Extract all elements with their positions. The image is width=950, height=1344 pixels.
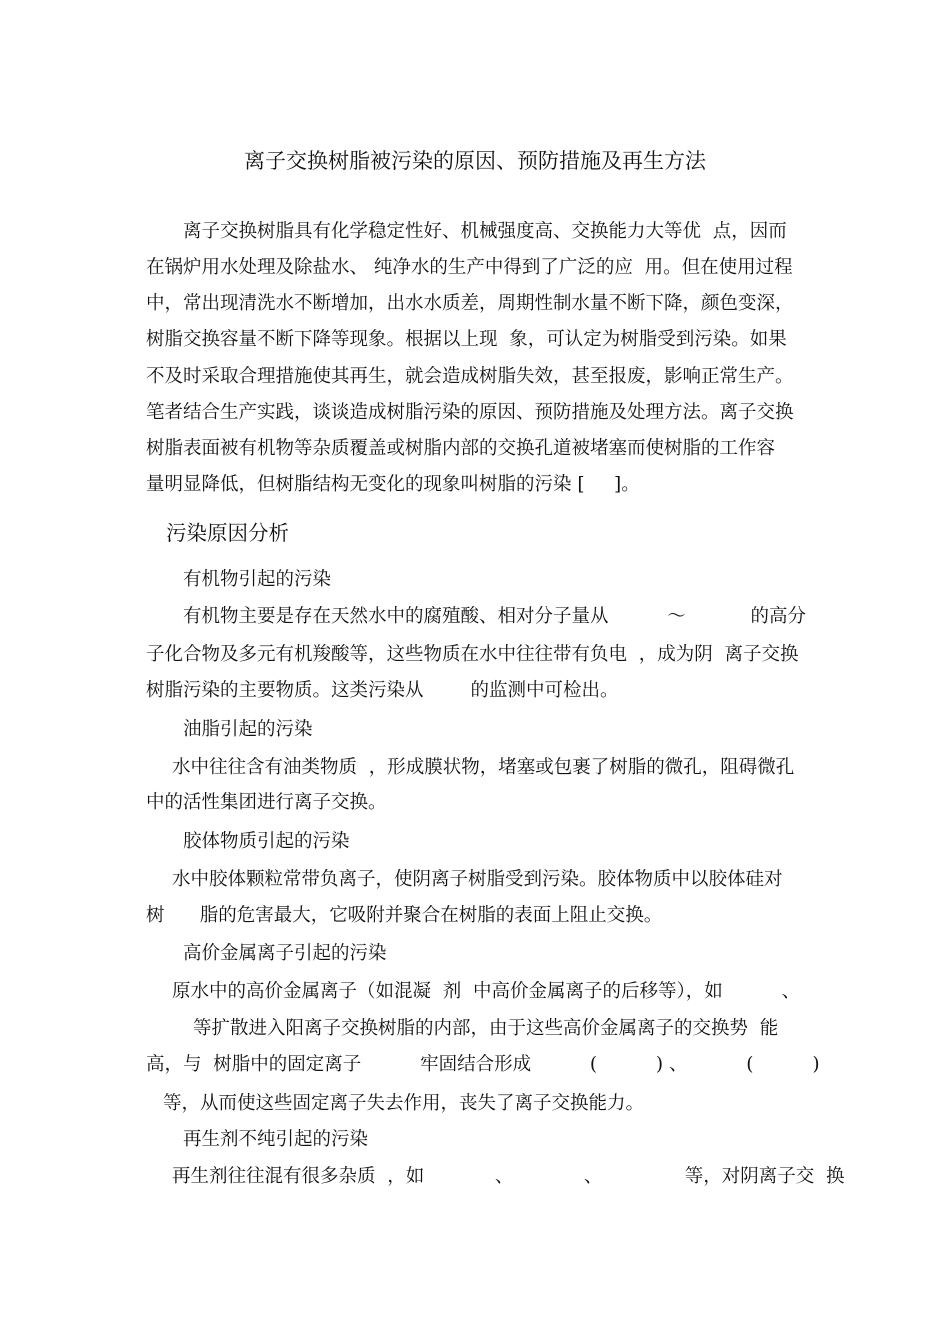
paragraph-line: 笔者结合生产实践，谈谈造成树脂污染的原因、预防措施及处理方法。离子交换 [146,402,794,423]
paragraph-line: 等，从而使这些固定离子失去作用，丧失了离子交换能力。 [163,1093,645,1114]
paragraph-line: 树脂污染的主要物质。这类污染从 的监测中可检出。 [146,680,619,701]
paragraph-line: 树 脂的危害最大，它吸附并聚合在树脂的表面上阻止交换。 [146,905,663,926]
paragraph-line: 在锅炉用水处理及除盐水、 纯净水的生产中得到了广泛的应 用。但在使用过程 [146,257,793,278]
paragraph-line: 离子交换树脂具有化学稳定性好、机械强度高、交换能力大等优 点，因而 [183,221,787,242]
page-title: 离子交换树脂被污染的原因、预防措施及再生方法 [244,149,706,173]
section-heading: 污染原因分析 [166,521,289,545]
paragraph-line: 子化合物及多元有机羧酸等，这些物质在水中往往带有负电 ，成为阴 离子交换 [146,644,799,665]
subsection-heading: 油脂引起的污染 [183,719,313,740]
paragraph-line: 树脂表面被有机物等杂质覆盖或树脂内部的交换孔道被堵塞而使树脂的工作容 [146,438,776,459]
paragraph-line: 水中往往含有油类物质 ，形成膜状物，堵塞或包裹了树脂的微孔，阻碍微孔 [172,757,795,778]
paragraph-line: 量明显降低，但树脂结构无变化的现象叫树脂的污染 [ ]。 [146,474,640,495]
paragraph-line: 不及时采取合理措施使其再生，就会造成树脂失效，甚至报废，影响正常生产。 [146,366,794,387]
subsection-heading: 高价金属离子引起的污染 [183,943,387,964]
paragraph-line: 中，常出现清洗水不断增加，出水水质差，周期性制水量不断下降，颜色变深， [146,293,794,314]
paragraph-line: 有机物主要是存在天然水中的腐殖酸、相对分子量从 ～ 的高分 [183,606,806,627]
paragraph-line: 再生剂往往混有很多杂质 ，如 、 、 等，对阴离子交 换 [172,1166,845,1187]
paragraph-line: 高，与 树脂中的固定离子 牢固结合形成 ( ) 、 ( ) [146,1054,820,1075]
paragraph-line: 等扩散进入阳离子交换树脂的内部，由于这些高价金属离子的交换势 能 [193,1018,779,1039]
subsection-heading: 胶体物质引起的污染 [183,831,350,852]
paragraph-line: 树脂交换容量不断下降等现象。根据以上现 象，可认定为树脂受到污染。如果 [146,329,787,350]
paragraph-line: 原水中的高价金属离子（如混凝 剂 中高价金属离子的后移等），如 、 [172,981,801,1002]
paragraph-line: 中的活性集团进行离子交换。 [146,792,387,813]
paragraph-line: 水中胶体颗粒常带负离子，使阴离子树脂受到污染。胶体物质中以胶体硅对 [172,869,783,890]
subsection-heading: 有机物引起的污染 [183,569,332,590]
subsection-heading: 再生剂不纯引起的污染 [183,1129,369,1150]
